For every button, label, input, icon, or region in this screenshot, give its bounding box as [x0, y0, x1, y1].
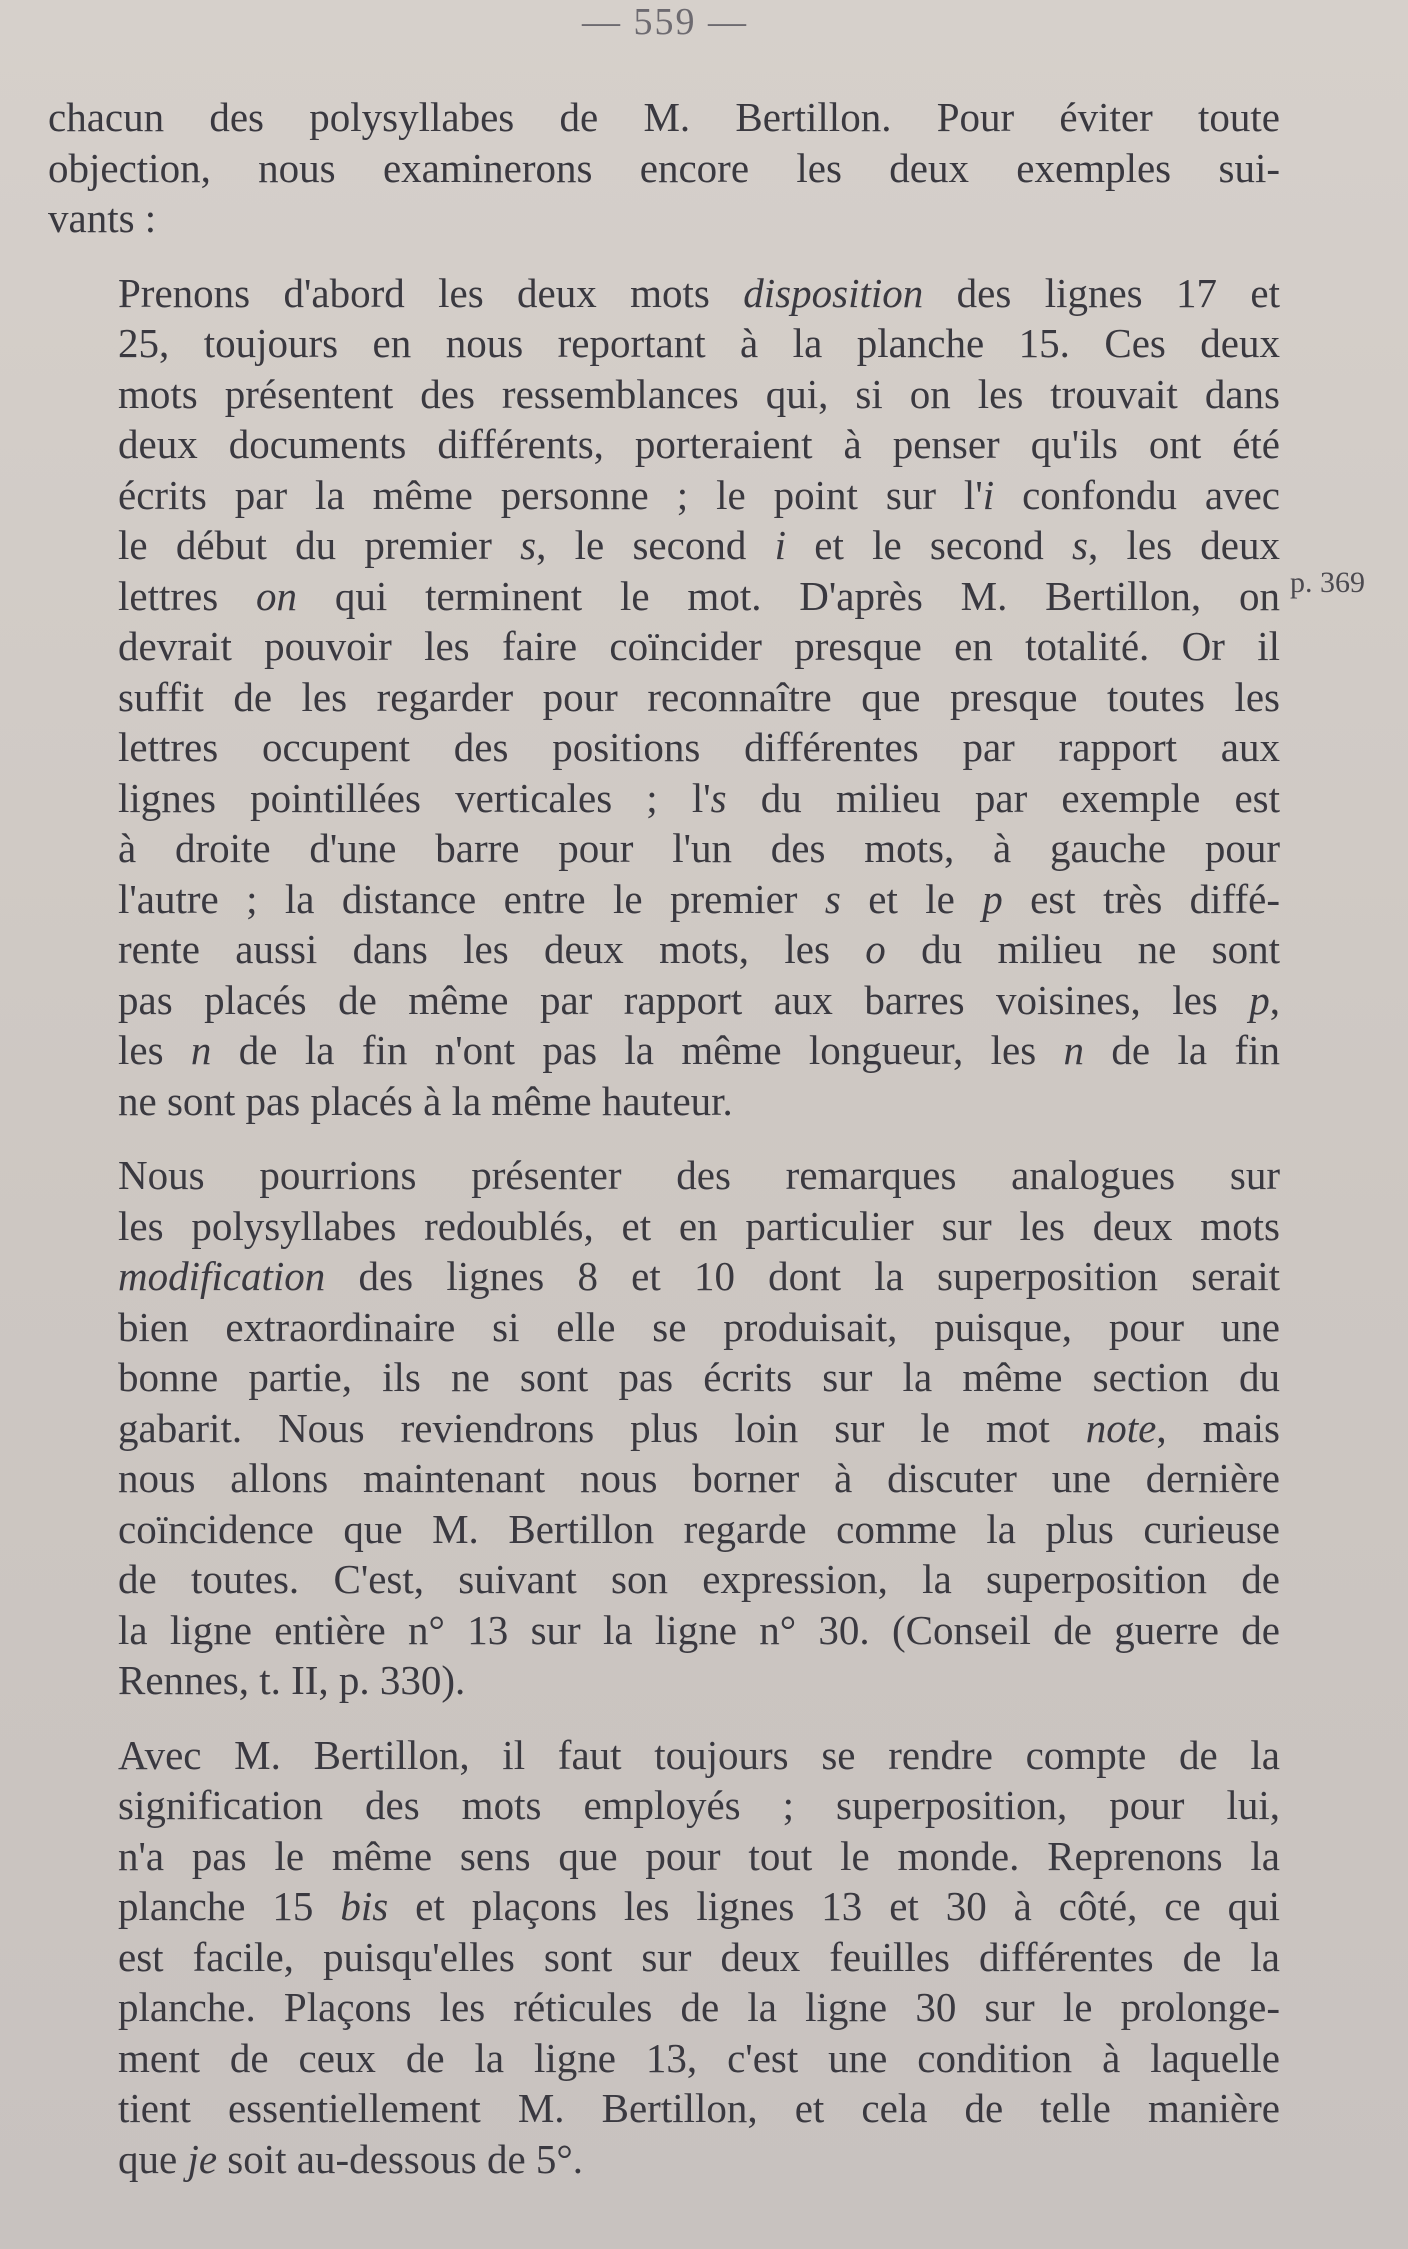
text-run: et le: [840, 875, 983, 922]
text-run: suffit de les regarder pour reconnaître que presque toutes les: [118, 673, 1280, 720]
italic-word: note: [1085, 1404, 1157, 1451]
italic-word: s: [1072, 522, 1088, 568]
text-run: planche 15: [118, 1883, 341, 1929]
italic-word: n: [190, 1027, 212, 1073]
text-run: mots présentent des ressemblances qui, si on les trouvait dans: [118, 370, 1280, 417]
text-run: signification des mots employés ; superposition, pour lui,: [118, 1782, 1280, 1828]
text-line: [48, 621, 1280, 672]
text-run: de la fin n'ont pas la même longueur, les: [211, 1027, 1064, 1073]
italic-word: disposition: [743, 269, 924, 316]
italic-word: n: [1063, 1027, 1085, 1073]
text-run: devrait pouvoir les faire coïncider presque en totalité. Or il: [118, 623, 1280, 669]
text-run: les polysyllabes redoublés, et en particulier sur les deux mots: [118, 1202, 1280, 1249]
text-line: [48, 1932, 1280, 1983]
margin-note: p. 369: [1290, 566, 1365, 599]
text-run: ne sont pas placés à la même hauteur.: [118, 1077, 733, 1124]
text-run: , mais: [1156, 1404, 1281, 1451]
text-run: pas placés de même par rapport aux barres voisines, les: [118, 976, 1250, 1023]
text-run: , les deux: [1088, 522, 1280, 568]
italic-word: bis: [340, 1883, 389, 1929]
italic-word: p: [982, 875, 1003, 922]
text-line: [48, 1251, 1280, 1302]
text-run: la ligne entière n° 13 sur la ligne n° 30. (Conseil de guerre de: [118, 1606, 1280, 1653]
text-run: des lignes 17 et: [923, 269, 1280, 316]
paragraph: [48, 268, 1280, 1127]
text-line: [48, 773, 1280, 824]
text-run: du milieu par exemple est: [726, 774, 1280, 821]
italic-word: modification: [118, 1253, 326, 1299]
text-line: [48, 268, 1280, 319]
italic-word: i: [774, 522, 786, 568]
text-run: confondu avec: [994, 471, 1280, 518]
italic-word: s: [520, 522, 537, 568]
text-run: à droite d'une barre pour l'un des mots, à gauche pour: [118, 825, 1280, 871]
text-run: 25, toujours en nous reportant à la planche 15. Ces deux: [118, 320, 1280, 366]
text-line: [48, 193, 1280, 244]
text-line: [48, 1982, 1280, 2033]
text-line: [48, 1831, 1280, 1882]
text-run: Avec M. Bertillon, il faut toujours se rendre compte de la: [118, 1731, 1280, 1778]
text-run: de toutes. C'est, suivant son expression, la superposition de: [118, 1556, 1280, 1602]
paragraph: [48, 92, 1280, 244]
text-run: rente aussi dans les deux mots, les: [118, 926, 866, 972]
text-run: et le second: [786, 522, 1073, 568]
body-text: [48, 92, 1280, 2208]
text-line: [48, 318, 1280, 369]
text-run: lettres: [118, 572, 257, 619]
text-line: [48, 722, 1280, 773]
text-run: du milieu ne sont: [885, 926, 1280, 972]
text-run: qui terminent le mot. D'après M. Bertillon, on: [297, 572, 1280, 619]
text-run: objection, nous examinerons encore les deux exemples sui-: [48, 144, 1280, 191]
text-run: Rennes, t. II, p. 330).: [118, 1657, 466, 1703]
italic-word: je: [187, 2135, 218, 2182]
text-run: , le second: [536, 522, 775, 568]
text-line: [48, 419, 1280, 470]
text-line: [48, 1504, 1280, 1555]
italic-word: o: [865, 926, 886, 972]
text-run: le début du premier: [118, 522, 521, 568]
text-run: les: [118, 1027, 191, 1073]
text-line: [48, 1403, 1280, 1454]
text-line: [48, 672, 1280, 723]
text-line: [48, 1302, 1280, 1353]
text-line: [48, 975, 1280, 1026]
text-line: [48, 1655, 1280, 1706]
text-line: [48, 1025, 1280, 1076]
text-run: bien extraordinaire si elle se produisait, puisque, pour une: [118, 1303, 1280, 1350]
text-run: n'a pas le même sens que pour tout le monde. Reprenons la: [118, 1832, 1280, 1879]
text-run: lignes pointillées verticales ; l': [118, 774, 711, 821]
text-run: que: [118, 2135, 188, 2182]
text-line: [48, 1605, 1280, 1656]
text-run: planche. Plaçons les réticules de la ligne 30 sur le prolonge-: [118, 1984, 1280, 2030]
italic-word: s: [710, 774, 727, 821]
text-run: Nous pourrions présenter des remarques analogues sur: [118, 1152, 1280, 1198]
text-run: gabarit. Nous reviendrons plus loin sur le mot: [118, 1404, 1086, 1451]
paragraph: [48, 1730, 1280, 2185]
text-line: [48, 2033, 1280, 2084]
text-run: lettres occupent des positions différentes par rapport aux: [118, 724, 1280, 770]
text-line: [48, 1730, 1280, 1781]
text-run: ,: [1269, 976, 1280, 1023]
text-line: [48, 1881, 1280, 1932]
text-line: [48, 2083, 1280, 2134]
text-run: est facile, puisqu'elles sont sur deux feuilles différentes de la: [118, 1933, 1280, 1980]
text-run: est très diffé-: [1002, 875, 1280, 922]
text-line: [48, 1352, 1280, 1403]
text-run: ment de ceux de la ligne 13, c'est une condition à laquelle: [118, 2034, 1280, 2081]
text-line: [48, 520, 1280, 571]
text-run: et plaçons les lignes 13 et 30 à côté, ce qui: [388, 1883, 1281, 1929]
text-run: tient essentiellement M. Bertillon, et cela de telle manière: [118, 2085, 1280, 2131]
text-run: l'autre ; la distance entre le premier: [118, 875, 825, 922]
text-line: [48, 143, 1280, 194]
text-line: [48, 92, 1280, 143]
text-line: [48, 1201, 1280, 1252]
text-run: de la fin: [1084, 1027, 1280, 1073]
text-run: deux documents différents, porteraient à penser qu'ils ont été: [118, 421, 1280, 467]
text-line: [48, 1780, 1280, 1831]
italic-word: on: [256, 572, 298, 619]
text-line: [48, 2134, 1280, 2185]
text-run: coïncidence que M. Bertillon regarde comme la plus curieuse: [118, 1505, 1280, 1552]
page-number: — 559 —: [582, 1, 748, 43]
italic-word: i: [982, 471, 995, 518]
text-line: [48, 1076, 1280, 1127]
paragraph: [48, 1150, 1280, 1706]
text-run: nous allons maintenant nous borner à discuter une dernière: [118, 1455, 1280, 1501]
text-line: [48, 369, 1280, 420]
italic-word: s: [824, 875, 841, 922]
text-run: écrits par la même personne ; le point sur l': [118, 471, 983, 518]
italic-word: p: [1249, 976, 1270, 1023]
text-run: Prenons d'abord les deux mots: [118, 269, 744, 316]
text-run: soit au-dessous de 5°.: [217, 2135, 584, 2182]
text-run: chacun des polysyllabes de M. Bertillon. Pour éviter toute: [48, 94, 1280, 140]
text-run: bonne partie, ils ne sont pas écrits sur la même section du: [118, 1354, 1280, 1400]
text-line: [48, 823, 1280, 874]
text-line: [48, 470, 1280, 521]
text-line: [48, 874, 1280, 925]
text-line: [48, 571, 1280, 622]
text-line: [48, 1453, 1280, 1504]
text-line: [48, 1150, 1280, 1201]
text-line: [48, 924, 1280, 975]
text-run: des lignes 8 et 10 dont la superposition serait: [325, 1253, 1280, 1299]
text-run: vants :: [48, 195, 157, 241]
text-line: [48, 1554, 1280, 1605]
